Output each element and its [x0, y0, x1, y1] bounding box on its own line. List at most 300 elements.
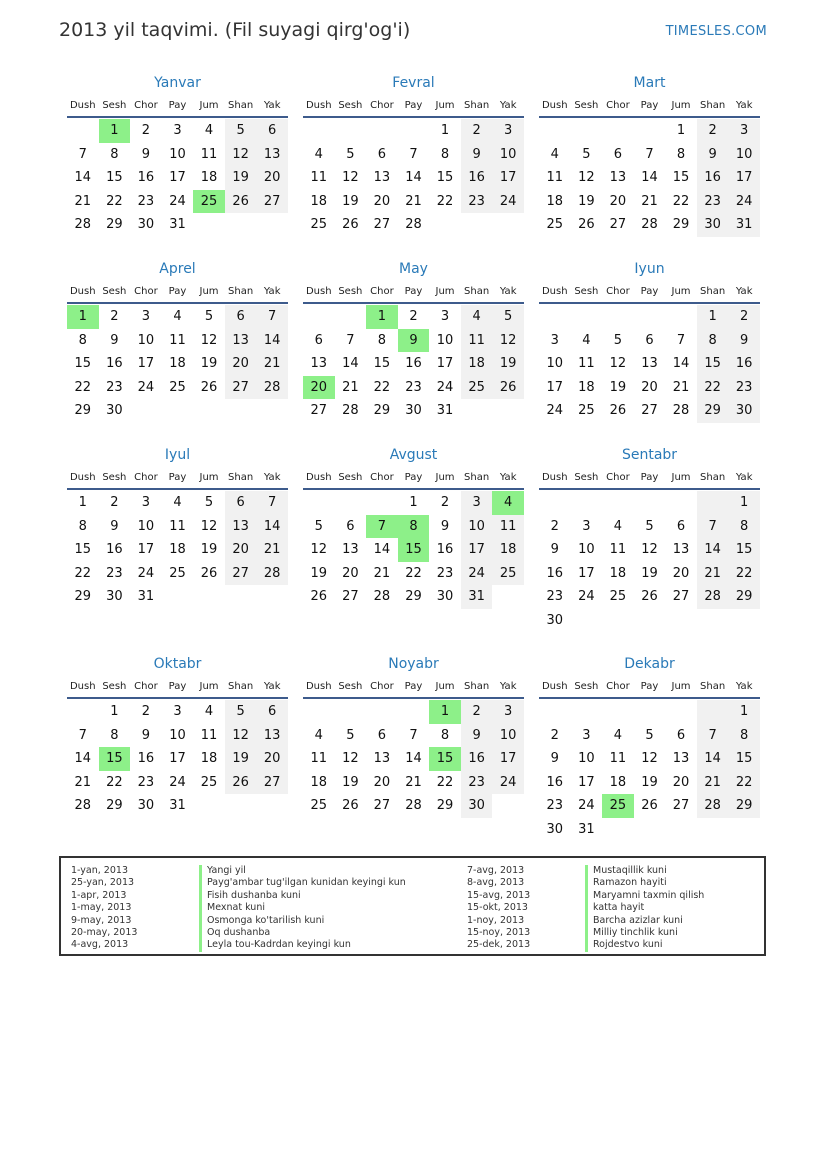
legend-date: 4-avg, 2013: [71, 939, 129, 951]
day-cell: 9: [697, 143, 729, 167]
weekday-header: [303, 282, 524, 304]
empty-cell: [665, 609, 697, 633]
day-cell: 11: [169, 518, 186, 534]
weekday-header: [303, 468, 524, 490]
legend-holiday-name: Mexnat kuni: [199, 902, 406, 914]
day-cell: 27: [373, 798, 391, 814]
day-cell: 3: [173, 704, 182, 719]
day-cell: 11: [310, 170, 328, 186]
weekday-label: Sesh: [574, 681, 599, 692]
day-cell: 10: [169, 146, 186, 162]
day-cell: 19: [200, 356, 218, 372]
empty-cell: [335, 119, 367, 143]
day-cell: 21: [373, 565, 391, 581]
day-cell: 9: [110, 518, 119, 534]
day-cell: 10: [137, 518, 155, 534]
legend-date: 1-noy, 2013: [467, 914, 525, 926]
weekday-label: Dush: [541, 681, 568, 692]
day-cell: 21: [342, 379, 359, 395]
day-cell: 17: [492, 747, 524, 771]
weekday-label: Shan: [228, 100, 254, 111]
weekday-label: Yak: [499, 100, 517, 111]
empty-cell: [697, 491, 729, 515]
day-cell: 19: [641, 565, 658, 581]
day-cell: 24: [728, 190, 760, 214]
day-cell: 8: [110, 146, 119, 162]
empty-cell: [492, 585, 524, 609]
empty-cell: [634, 700, 666, 724]
weekday-label: Yak: [263, 286, 281, 297]
empty-cell: [256, 794, 288, 818]
day-cell: 13: [609, 170, 627, 186]
day-cell: 7: [256, 491, 288, 515]
legend-holiday-name: Mustaqillik kuni: [585, 865, 704, 877]
weekday-label: Pay: [404, 286, 423, 297]
day-cell: 21: [697, 771, 729, 795]
weekday-label: Sesh: [102, 472, 127, 483]
day-cell: 17: [137, 542, 155, 558]
day-cell: 26: [225, 771, 257, 795]
day-cell: 9: [461, 724, 493, 748]
day-cell: 20: [373, 193, 391, 209]
empty-cell: [193, 585, 225, 609]
month-avgust: [303, 446, 524, 609]
day-cell: 19: [310, 565, 328, 581]
day-cell: 20: [672, 774, 690, 790]
day-cell: 22: [672, 193, 690, 209]
day-cell: 14: [256, 515, 288, 539]
day-cell: 29: [728, 585, 760, 609]
holiday-day-cell: 1: [429, 700, 461, 724]
day-cell: 12: [578, 170, 595, 186]
day-cell: 10: [728, 143, 760, 167]
day-cell: 5: [613, 332, 623, 348]
weekday-label: Sesh: [338, 100, 363, 111]
day-cell: 24: [137, 565, 155, 581]
day-cell: 12: [310, 542, 328, 558]
day-cell: 29: [373, 403, 391, 419]
day-cell: 7: [697, 515, 729, 539]
day-cell: 5: [645, 518, 654, 534]
day-cell: 9: [141, 146, 151, 162]
day-cell: 24: [137, 379, 155, 395]
day-cell: 11: [578, 356, 595, 372]
day-cell: 23: [728, 376, 760, 400]
day-cell: 22: [728, 771, 760, 795]
day-cell: 8: [697, 329, 729, 353]
day-cell: 24: [578, 589, 595, 605]
day-cell: 7: [346, 332, 355, 348]
day-cell: 10: [492, 724, 524, 748]
weekday-label: Sesh: [102, 681, 127, 692]
month-name: Avgust: [389, 447, 438, 463]
empty-cell: [429, 213, 461, 237]
empty-cell: [634, 305, 666, 329]
day-cell: 2: [141, 704, 151, 719]
day-cell: 16: [405, 356, 422, 372]
weekday-label: Sesh: [338, 286, 363, 297]
empty-cell: [728, 818, 760, 842]
day-cell: 27: [225, 562, 257, 586]
day-cell: 16: [546, 774, 564, 790]
day-cell: 6: [225, 491, 257, 515]
weekday-label: Jum: [671, 286, 691, 297]
weekday-label: Yak: [735, 100, 753, 111]
day-cell: 14: [405, 170, 422, 186]
legend-holiday-name: katta hayit: [585, 902, 704, 914]
weekday-header: [67, 282, 288, 304]
day-cell: 11: [461, 329, 493, 353]
day-cell: 8: [78, 518, 87, 534]
day-cell: 26: [609, 403, 627, 419]
day-cell: 29: [106, 217, 123, 233]
empty-cell: [225, 794, 257, 818]
day-cell: 18: [609, 565, 627, 581]
day-cell: 25: [609, 589, 627, 605]
day-cell: 5: [314, 518, 323, 534]
day-cell: 16: [461, 747, 493, 771]
empty-cell: [571, 700, 603, 724]
day-cell: 23: [697, 190, 729, 214]
month-dekabr: [539, 655, 760, 842]
legend-date: 15-okt, 2013: [467, 902, 528, 914]
month-name: Dekabr: [624, 656, 675, 672]
day-cell: 4: [613, 727, 623, 743]
holiday-day-cell: 9: [398, 329, 430, 353]
legend-holiday-name: Payg'ambar tug'ilgan kunidan keyingi kun: [199, 877, 406, 889]
weekday-label: Shan: [464, 100, 490, 111]
day-cell: 30: [546, 612, 564, 628]
day-cell: 8: [728, 515, 760, 539]
month-oktabr: [67, 655, 288, 818]
day-cell: 6: [676, 518, 686, 534]
day-cell: 4: [314, 146, 323, 162]
day-cell: 3: [582, 727, 591, 743]
day-cell: 20: [672, 565, 690, 581]
day-cell: 5: [645, 727, 654, 743]
day-cell: 17: [169, 170, 186, 186]
day-cell: 18: [310, 774, 328, 790]
day-cell: 21: [405, 193, 422, 209]
day-cell: 4: [314, 727, 323, 743]
holiday-day-cell: 15: [99, 747, 131, 771]
day-cell: 13: [342, 542, 359, 558]
day-cell: 24: [461, 562, 493, 586]
day-cell: 10: [492, 143, 524, 167]
day-cell: 29: [74, 589, 92, 605]
day-cell: 22: [373, 379, 391, 395]
day-cell: 12: [225, 143, 257, 167]
legend-holiday-name: Osmonga ko'tarilish kuni: [199, 915, 406, 927]
day-cell: 12: [609, 356, 627, 372]
weekday-label: Jum: [435, 286, 455, 297]
day-cell: 17: [546, 379, 564, 395]
day-cell: 9: [110, 332, 119, 348]
day-cell: 31: [436, 403, 454, 419]
empty-cell: [366, 700, 398, 724]
legend-holiday-name: Rojdestvo kuni: [585, 939, 704, 951]
day-cell: 31: [169, 798, 186, 814]
day-cell: 27: [256, 190, 288, 214]
day-cell: 23: [405, 379, 422, 395]
month-name: Oktabr: [153, 656, 202, 672]
weekday-label: Sesh: [574, 472, 599, 483]
day-cell: 16: [697, 166, 729, 190]
weekday-label: Pay: [404, 681, 423, 692]
day-cell: 23: [106, 565, 123, 581]
weekday-label: Jum: [671, 100, 691, 111]
month-name: Mart: [633, 75, 666, 91]
day-cell: 30: [436, 589, 454, 605]
empty-cell: [130, 399, 162, 423]
day-cell: 11: [609, 542, 627, 558]
weekday-label: Yak: [263, 472, 281, 483]
day-cell: 12: [200, 332, 218, 348]
holiday-day-cell: 1: [366, 305, 398, 329]
weekday-label: Chor: [134, 472, 158, 483]
empty-cell: [602, 305, 634, 329]
empty-cell: [162, 399, 194, 423]
day-cell: 23: [436, 565, 454, 581]
day-cell: 9: [440, 518, 450, 534]
day-cell: 15: [106, 170, 123, 186]
day-cell: 17: [492, 166, 524, 190]
legend-right-names: [585, 865, 704, 952]
day-cell: 11: [546, 170, 564, 186]
empty-cell: [256, 399, 288, 423]
day-cell: 29: [74, 403, 92, 419]
empty-cell: [634, 818, 666, 842]
day-cell: 12: [342, 751, 359, 767]
day-cell: 30: [106, 589, 123, 605]
day-grid: [67, 491, 288, 609]
day-cell: 28: [697, 585, 729, 609]
day-cell: 26: [200, 565, 218, 581]
weekday-label: Pay: [640, 100, 659, 111]
day-cell: 9: [550, 542, 559, 558]
day-cell: 30: [106, 403, 123, 419]
day-cell: 1: [697, 305, 729, 329]
day-cell: 11: [200, 146, 218, 162]
day-cell: 13: [641, 356, 658, 372]
day-cell: 15: [697, 352, 729, 376]
day-cell: 7: [78, 146, 87, 162]
day-cell: 2: [697, 119, 729, 143]
legend-holiday-name: Oq dushanba: [199, 927, 406, 939]
day-cell: 3: [440, 309, 450, 324]
day-cell: 17: [578, 565, 595, 581]
day-cell: 16: [137, 170, 155, 186]
weekday-label: Pay: [404, 472, 423, 483]
day-cell: 30: [546, 821, 564, 837]
day-cell: 15: [74, 542, 92, 558]
empty-cell: [398, 700, 430, 724]
weekday-header: [303, 96, 524, 118]
empty-cell: [225, 585, 257, 609]
month-name: Sentabr: [621, 447, 678, 463]
day-cell: 14: [405, 751, 422, 767]
legend-holiday-name: Barcha azizlar kuni: [585, 915, 704, 927]
weekday-label: Pay: [640, 472, 659, 483]
empty-cell: [539, 700, 571, 724]
day-cell: 5: [346, 727, 355, 743]
day-cell: 6: [225, 305, 257, 329]
day-cell: 30: [461, 794, 493, 818]
day-cell: 3: [728, 119, 760, 143]
day-cell: 26: [641, 798, 658, 814]
empty-cell: [303, 305, 335, 329]
day-cell: 25: [169, 379, 186, 395]
empty-cell: [256, 585, 288, 609]
month-may: [303, 260, 524, 423]
holiday-day-cell: 7: [366, 515, 398, 539]
empty-cell: [728, 609, 760, 633]
month-fevral: [303, 74, 524, 237]
weekday-label: Jum: [435, 100, 455, 111]
day-cell: 17: [137, 356, 155, 372]
day-cell: 2: [550, 727, 559, 743]
day-cell: 12: [342, 170, 359, 186]
empty-cell: [335, 700, 367, 724]
day-cell: 13: [225, 329, 257, 353]
weekday-label: Sesh: [338, 681, 363, 692]
weekday-label: Pay: [640, 286, 659, 297]
empty-cell: [193, 213, 225, 237]
empty-cell: [665, 700, 697, 724]
day-cell: 26: [310, 589, 328, 605]
day-cell: 2: [110, 309, 119, 324]
day-cell: 16: [106, 356, 123, 372]
weekday-label: Jum: [671, 681, 691, 692]
day-cell: 24: [492, 190, 524, 214]
day-grid: [67, 700, 288, 818]
weekday-label: Chor: [370, 286, 394, 297]
weekday-label: Yak: [499, 286, 517, 297]
weekday-label: Sesh: [102, 100, 127, 111]
day-cell: 10: [578, 751, 595, 767]
day-cell: 3: [173, 123, 182, 138]
holiday-day-cell: 15: [429, 747, 461, 771]
day-cell: 4: [461, 305, 493, 329]
weekday-label: Pay: [168, 286, 187, 297]
day-cell: 18: [609, 774, 627, 790]
day-cell: 25: [310, 798, 328, 814]
day-cell: 3: [492, 119, 524, 143]
day-cell: 1: [728, 491, 760, 515]
day-cell: 28: [256, 376, 288, 400]
weekday-label: Jum: [199, 286, 219, 297]
day-cell: 2: [141, 123, 151, 138]
weekday-label: Dush: [69, 286, 96, 297]
day-cell: 7: [409, 727, 418, 743]
day-cell: 25: [578, 403, 595, 419]
day-cell: 14: [697, 747, 729, 771]
weekday-header: [539, 96, 760, 118]
day-cell: 2: [440, 495, 450, 510]
day-cell: 18: [461, 352, 493, 376]
empty-cell: [303, 491, 335, 515]
legend-date: 20-may, 2013: [71, 926, 138, 938]
day-cell: 18: [492, 538, 524, 562]
day-cell: 14: [672, 356, 690, 372]
day-cell: 5: [204, 495, 214, 510]
empty-cell: [303, 119, 335, 143]
day-cell: 1: [440, 123, 450, 138]
day-cell: 13: [310, 356, 328, 372]
weekday-label: Shan: [464, 286, 490, 297]
day-cell: 26: [492, 376, 524, 400]
month-name: Iyul: [164, 447, 191, 463]
day-cell: 11: [310, 751, 328, 767]
day-cell: 12: [492, 329, 524, 353]
weekday-label: Chor: [370, 100, 394, 111]
day-cell: 12: [200, 518, 218, 534]
day-cell: 3: [461, 491, 493, 515]
weekday-label: Chor: [606, 681, 630, 692]
empty-cell: [67, 700, 99, 724]
day-cell: 9: [141, 727, 151, 743]
day-cell: 21: [697, 562, 729, 586]
day-cell: 5: [225, 700, 257, 724]
day-cell: 30: [137, 217, 155, 233]
weekday-label: Dush: [541, 100, 568, 111]
weekday-label: Chor: [134, 286, 158, 297]
weekday-label: Sesh: [338, 472, 363, 483]
weekday-header: [539, 282, 760, 304]
day-cell: 30: [405, 403, 422, 419]
day-cell: 3: [550, 332, 559, 348]
day-cell: 5: [225, 119, 257, 143]
weekday-label: Chor: [134, 100, 158, 111]
day-cell: 3: [492, 700, 524, 724]
day-cell: 26: [641, 589, 658, 605]
day-cell: 18: [578, 379, 595, 395]
day-cell: 4: [613, 518, 623, 534]
day-cell: 19: [342, 774, 359, 790]
day-cell: 13: [672, 751, 690, 767]
holiday-day-cell: 25: [602, 794, 634, 818]
site-link[interactable]: TIMESLES.COM: [665, 24, 767, 39]
legend-holiday-name: Maryamni taxmin qilish: [585, 890, 704, 902]
day-cell: 13: [256, 724, 288, 748]
legend-date: 1-apr, 2013: [71, 889, 127, 901]
day-cell: 25: [310, 217, 328, 233]
legend-date: 7-avg, 2013: [467, 865, 525, 876]
day-cell: 12: [641, 542, 658, 558]
weekday-label: Dush: [305, 681, 332, 692]
day-cell: 19: [225, 747, 257, 771]
empty-cell: [366, 119, 398, 143]
legend-date: 15-noy, 2013: [467, 926, 531, 938]
weekday-label: Yak: [735, 286, 753, 297]
day-cell: 26: [578, 217, 595, 233]
day-cell: 1: [676, 123, 686, 138]
weekday-header: [67, 468, 288, 490]
day-cell: 22: [728, 562, 760, 586]
day-cell: 29: [728, 794, 760, 818]
empty-cell: [193, 399, 225, 423]
empty-cell: [634, 119, 666, 143]
holiday-day-cell: 1: [67, 305, 99, 329]
day-cell: 23: [137, 193, 155, 209]
day-cell: 3: [141, 495, 151, 510]
day-cell: 10: [578, 542, 595, 558]
empty-cell: [492, 794, 524, 818]
day-cell: 15: [436, 170, 454, 186]
day-cell: 17: [169, 751, 186, 767]
month-name: Iyun: [634, 261, 665, 277]
day-cell: 28: [405, 798, 422, 814]
